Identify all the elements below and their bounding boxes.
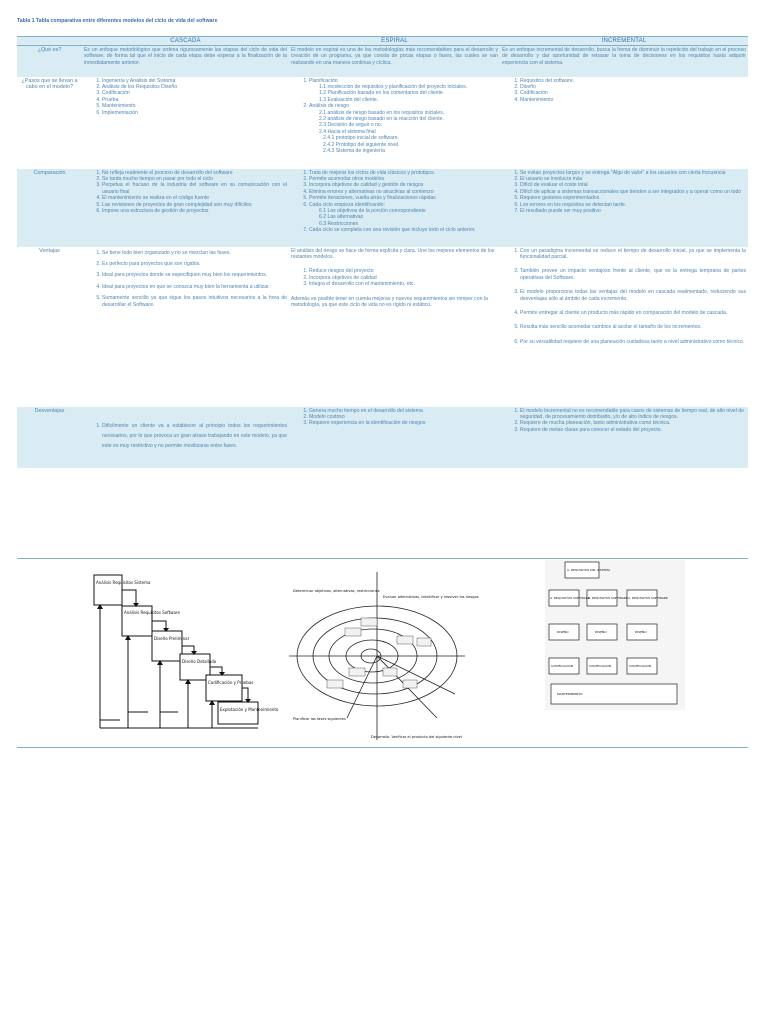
espiral-desventajas (289, 407, 500, 468)
list-item: 3. Incorpora objetivos de calidad y gestión de riesgos (309, 182, 498, 188)
list-item: 3. El modelo proporciona todas las ventajas del modelo en cascada realimentado, reduciendo sus desventajas sólo al ámbito de cada incremento. (520, 289, 746, 302)
cascada-comparacion (82, 169, 289, 247)
row-pasos (17, 77, 748, 169)
incremental-code-3: CODIFICACION (629, 664, 651, 668)
cascada-ventajas (82, 247, 289, 407)
incremental-req-3: A. REQUISITOS SOFTWARE (628, 596, 668, 600)
cascada-que-es: Es un enfoque metodológico que ordena rigurosamente las etapas del ciclo de vida del software, de forma tal que el inicio de cada etapa debe esperar a la finalización de la inmediatamente anterior. (82, 46, 289, 77)
list-item: 1. Reduce riesgos del proyecto (309, 268, 498, 274)
row-comparacion (17, 169, 748, 247)
incremental-desventajas (500, 407, 748, 468)
list-item: 3. Perpetua el fracaso de la industria del software en su comunicación con el usuario final (102, 182, 287, 195)
list-item: 6. Los errores en los requisitos se detectan tarde. (520, 202, 746, 208)
sub-item: 2.1 análisis de riesgo basado en los requisitos iniciales. (319, 109, 445, 116)
list-item: 3. Difícil de evaluar el coste total (520, 182, 746, 188)
list-item: 4. Prueba (102, 97, 287, 103)
incremental-design-2: DISEÑO (595, 630, 607, 634)
sub-item: 1.1 recolección de requisitos y planificación del proyecto iniciales. (319, 83, 468, 90)
divider-top (17, 558, 748, 559)
list-item: 3. Codificación (520, 90, 746, 96)
list-item: 2. Modelo costoso (309, 414, 498, 420)
incremental-req-1: A. REQUISITOS SOFTWARE (550, 596, 590, 600)
list-item: 1. No refleja realmente el proceso de desarrollo del software (102, 170, 287, 176)
list-item: 3. Codificación (102, 90, 287, 96)
incremental-box-top: A. REQUISITOS DEL SISTEMA (567, 568, 611, 572)
table-caption: Tabla 1 Tabla comparativa entre diferentes modelos del ciclo de vida del software (17, 18, 218, 24)
espiral-quadrant-4: Desarrollo. Verificar el producto del siguiente nivel (371, 735, 462, 739)
list-item: 3. Ideal para proyectos donde se especifiquen muy bien los requerimientos. (102, 272, 287, 278)
list-item (309, 78, 498, 104)
list-item (309, 202, 498, 228)
sub-item: 6.2 Las alternativas (319, 214, 364, 221)
row-label-que-es: ¿Qué es? (17, 46, 82, 77)
row-label-comparacion: Comparación (17, 169, 82, 247)
sub-item: 2.3 Decisión de seguir o no. (319, 122, 383, 129)
row-label-desventajas: Desventajas (17, 407, 82, 468)
list-item: 1. Se evitan proyectos largos y se entrega "Algo de valor" a los usuarios con cierta frecuencia (520, 170, 746, 176)
espiral-ventajas-intro: El análisis del riesgo se hace de forma explícita y clara. Une los mejores elementos de los restantes modelos. (291, 247, 495, 260)
incremental-que-es: Es un enfoque incremental de desarrollo, busca la forma de disminuir la repetición del trabajo en el proceso de desarrollo y dar oportunidad de retrasar la toma de decisiones en los requisitos hasta adquirir experiencia con el sistema. (500, 46, 748, 77)
espiral-quadrant-3: Planificar las fases siguientes (293, 717, 346, 721)
incremental-ventajas (500, 247, 748, 407)
sub-item: 1.2 Planificación basada en los comentarios del cliente. (319, 90, 445, 97)
list-item: 7. Cada ciclo se completa con una revisión que incluye todo el ciclo anterior. (309, 227, 498, 233)
espiral-quadrant-2: Evaluar alternativas, identificar y resolver los riesgos (383, 595, 479, 599)
list-item: 1. Con un paradigma incremental se reduce el tiempo de desarrollo inicial, ya que se implementa la funcionalidad parcial. (520, 248, 746, 261)
cascada-desventajas (82, 407, 289, 468)
header-incremental: INCREMENTAL (500, 37, 748, 46)
list-item: 4. Difícil de aplicar a sistemas transaccionales que tienden a ser integrados y a operar como un todo (520, 189, 746, 195)
list-item: 6. Impone una estructura de gestión de proyectos (102, 208, 287, 214)
list-item: 4. Ideal para proyectos en que se conozca muy bien la herramienta a utilizar. (102, 284, 287, 290)
incremental-comparacion (500, 169, 748, 247)
list-item: 3. Integra el desarrollo con el mantenimiento, etc. (309, 281, 498, 287)
list-item: 2. Diseño (520, 84, 746, 90)
list-item: 2. Permite acomodar otros modelos (309, 176, 498, 182)
list-item: 2. El usuario se involucra más (520, 176, 746, 182)
incremental-diagram (545, 560, 685, 710)
row-que-es (17, 46, 748, 77)
incremental-maint: MANTENIMIENTO (557, 692, 583, 696)
sub-sub-item: 2.4.1 prototipo inicial de software. (323, 135, 399, 142)
list-item: 4. Mantenimiento (520, 97, 746, 103)
cascada-step-4: Diseño Detallado (182, 659, 217, 664)
list-item: 1. Ingeniería y Análisis del Sistema (102, 78, 287, 84)
cascada-step-6: Explotación y Mantenimiento (220, 707, 279, 712)
list-item: 2. Requiere de mucha planeación, tanto administrativa como técnica. (520, 420, 746, 426)
list-item: 5. Sumamente sencillo ya que sigue los pasos intuitivos necesarios a la hora de desarrollar el Software. (102, 295, 287, 308)
list-item: 4. Permite entregar al cliente un producto más rápido en comparación del modelo de cascada. (520, 310, 746, 316)
list-item: 5. Resulta más sencillo acomodar cambios al acotar el tamaño de los incrementos. (520, 324, 746, 330)
cascada-step-2: Análisis Requisitos Software (124, 610, 180, 615)
list-item: 7. El resultado puede ser muy positivo (520, 208, 746, 214)
incremental-pasos (500, 77, 748, 169)
list-item (309, 103, 498, 154)
list-item: 5. Permite iteraciones, vuelta atrás y finalizaciones rápidas (309, 195, 498, 201)
header-blank (17, 37, 82, 46)
list-item-text: Cada ciclo empieza identificando: (309, 201, 385, 208)
row-label-ventajas: Ventajas (17, 247, 82, 407)
espiral-ventajas-outro: Además es posible tener en cuenta mejoras y nuevos requerimientos sin romper con la metodología, ya que este ciclo de vida no es rígido ni estático. (291, 295, 488, 308)
comparison-table (17, 36, 748, 468)
incremental-code-2: CODIFICACION (589, 664, 611, 668)
list-item: 2. Es perfecto para proyectos que son rígidos. (102, 261, 287, 267)
table-header-row (17, 37, 748, 46)
list-item-text: Análisis de riesgo (309, 103, 349, 110)
incremental-code-1: CODIFICACION (551, 664, 573, 668)
list-item: 3. Requiere experiencia en la identificación de riesgos (309, 420, 498, 426)
sub-item: 2.2 análisis de riesgo basado en la reacción del cliente. (319, 115, 444, 122)
list-item: 1. Difícilmente un cliente va a establecer al principio todos los requerimientos necesarios, por lo que provoca un gran atraso trabajando en este modelo, ya que este es muy restrictivo y no permite movilizarse entre fases. (102, 422, 287, 451)
sub-item: 2.4 Hacia el sistema final (319, 128, 376, 135)
cascada-step-3: Diseño Preliminar (154, 636, 190, 641)
list-item: 2. Se tarda mucho tiempo en pasar por todo el ciclo (102, 176, 287, 182)
list-item: 5. Mantenimiento (102, 103, 287, 109)
row-ventajas (17, 247, 748, 407)
incremental-design-3: DISEÑO (635, 630, 647, 634)
cascada-step-5: Codificación y Pruebas (208, 680, 254, 685)
cascada-step-1: Análisis Requisitos Sistema (96, 580, 151, 585)
sub-item: 1.3 Evaluación del cliente. (319, 96, 379, 103)
sub-item: 6.1 Los objetivos de la porción correspondiente (319, 207, 426, 214)
espiral-diagram (287, 568, 479, 748)
incremental-design-1: DISEÑO (557, 630, 569, 634)
list-item: 3. Requiere de metas claras para conocer el estado del proyecto. (520, 427, 746, 433)
list-item: 6. Por su versatilidad requiere de una planeación cuidadosa tanto a nivel administrativo como técnico. (520, 339, 746, 345)
list-item: 4. Elimina errores y alternativas no atractivas al comienzo (309, 189, 498, 195)
sub-sub-item: 2.4.2 Prototipo del siguiente nivel. (323, 141, 400, 148)
espiral-quadrant-1: Determinar objetivos, alternativas, restricciones (293, 589, 380, 593)
espiral-ventajas (289, 247, 500, 407)
sub-sub-item: 2.4.3 Sistema de ingeniería (323, 147, 386, 154)
list-item: 5. Requiere gestores experimentados (520, 195, 746, 201)
list-item: 1. Se tiene todo bien organizado y no se mezclan las fases. (102, 250, 287, 256)
list-item: 5. Las revisiones de proyectos de gran complejidad son muy difíciles (102, 202, 287, 208)
row-label-pasos: ¿Pasos que se llevan a cabo en el modelo? (17, 77, 82, 169)
list-item: 1. Trata de mejorar los ciclos de vida clásicos y prototipos. (309, 170, 498, 176)
list-item: 2. También provee un impacto ventajoso frente al cliente, que es la entrega temprana de partes operativas del Software. (520, 268, 746, 281)
list-item: 2. Análisis de los Requisitos Diseño (102, 84, 287, 90)
espiral-comparacion (289, 169, 500, 247)
list-item: 1. Genera mucho tiempo en el desarrollo del sistema (309, 408, 498, 414)
row-desventajas (17, 407, 748, 468)
sub-item: 6.3 Restricciones (319, 220, 359, 227)
list-item-text: Planificación (309, 77, 338, 84)
espiral-pasos (289, 77, 500, 169)
list-item: 1. El modelo Incremental no es recomendable para casos de sistemas de tiempo real, de alto nivel de seguridad, de procesamiento distribuido, y/o de alto índice de riesgos. (520, 408, 746, 421)
header-cascada: CASCADA (82, 37, 289, 46)
list-item: 1. Requisitos del software. (520, 78, 746, 84)
list-item: 6. Implementación (102, 110, 287, 116)
list-item: 4. El mantenimiento se realiza en el código fuente (102, 195, 287, 201)
cascada-diagram (80, 570, 280, 740)
espiral-que-es: El modelo en espiral es una de las metodologías más recomendables para el desarrollo y creación de un programa, ya que consta de pocas etapas o fases, las cuales se van realizando en una manera continua y cíclica. (289, 46, 500, 77)
list-item: 2. Incorpora objetivos de calidad (309, 275, 498, 281)
incremental-req-2: A. REQUISITOS SOFTWARE (588, 596, 628, 600)
cascada-pasos (82, 77, 289, 169)
header-espiral: ESPIRAL (289, 37, 500, 46)
